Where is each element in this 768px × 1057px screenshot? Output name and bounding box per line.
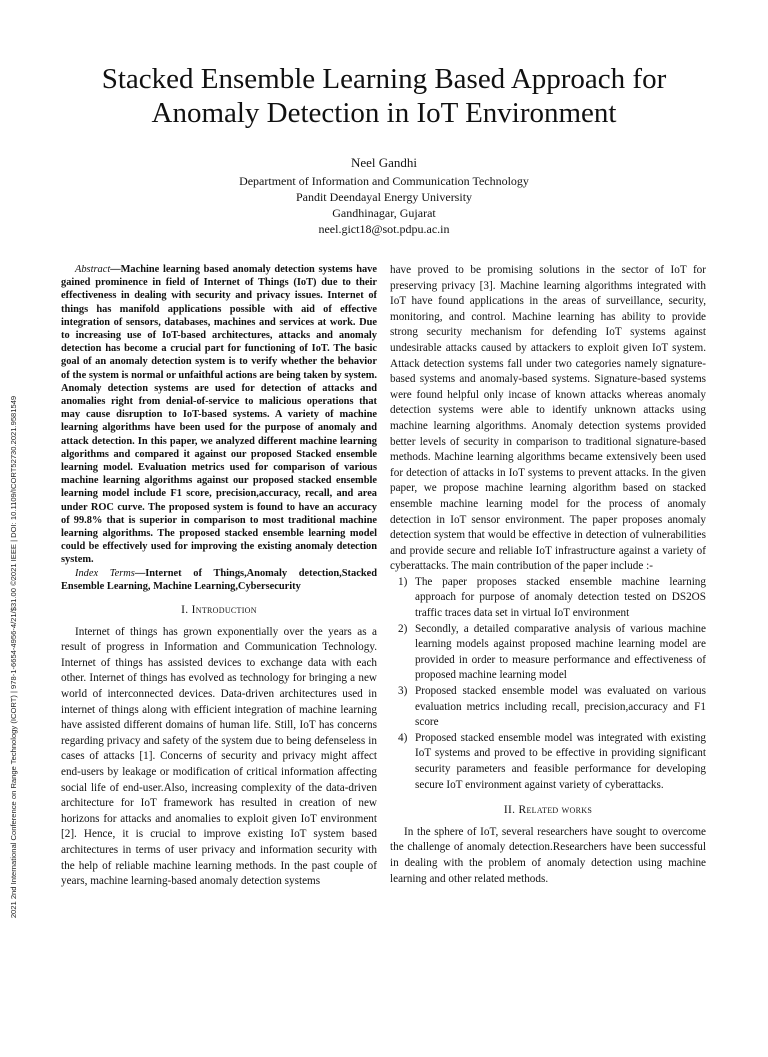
author-location: Gandhinagar, Gujarat (332, 206, 436, 220)
list-item-text: Proposed stacked ensemble model was integrated with existing IoT systems and proved to be effective in providing significant security parameters and feasible performance for developing secure IoT environment against variety of cyberattacks. (415, 731, 706, 791)
contribution-list (390, 575, 706, 793)
list-item (390, 575, 706, 622)
author-block (84, 155, 684, 237)
index-terms-label: Index Terms (75, 567, 135, 579)
abstract (61, 263, 377, 567)
section-heading-related-works: II. Related works (503, 804, 593, 817)
list-item (390, 622, 706, 684)
abstract-text: —Machine learning based anomaly detection systems have gained prominence in field of Internet of Things (IoT) due to their effectiveness in dealing with security and privacy issues. Internet of things has manifold applications possible with aid of effective integration of sensors, databases, machines and services at work. Due to increasing use of IoT-based architectures, attacks and anomaly detection has become a crucial part for functioning of IoT. The basic goal of an anomaly detection system is to verify whether the behavior of the system is normal or unfaithful actions are being taken by system. Anomaly detection systems are used for detection of attacks and anomalies right from denial-of-service to malicious operations that may cause disruption to IoT-based systems. A variety of machine learning algorithms have been used for the purpose of anomaly and attack detection. In this paper, we analyzed different machine learning algorithms and compared it against our proposed Stacked ensemble learning model. Evaluation metrics used for comparison of various machine learning algorithms against our proposed stacked ensemble learning model include F1 score, precision,accuracy, recall, and area under ROC curve. The proposed system is found to have an accuracy of 99.8% that is superior in comparison to most traditional machine learning algorithms. The proposed stacked ensemble learning model could be effectively used for improving the existing anomaly detection system. (61, 264, 377, 566)
doi-sidebar: 2021 2nd International Conference on Range Technology (ICORT) | 978-1-6654-4956-4/21/$31.00 ©2021 IEEE | DOI: 10.1109/ICORT52730.2021.9581549 (9, 395, 18, 919)
right-column (390, 263, 706, 887)
abstract-label: Abstract (75, 264, 111, 275)
list-item (390, 731, 706, 793)
list-item-text: The paper proposes stacked ensemble machine learning approach for purpose of anomaly detection tested on DS2OS traffic traces data set in virtual IoT environment (415, 575, 706, 620)
intro-paragraph-continued: have proved to be promising solutions in the sector of IoT for preserving privacy [3]. Machine learning algorithms integrated with IoT have found applications in the areas of surveillance, security, monitoring, and control. Machine learning has ability to provide strong security mechanism for defending IoT systems against undesirable attacks caused by attackers to exploit given IoT system. Attack detection systems fall under two categories namely signature-based systems and anomaly-based systems. Signature-based systems were found helpful only incase of known attacks whereas anomaly detection systems were able to identify unknown attacks using machine learning algorithms. Anomaly detection systems provided better levels of security in comparison to traditional signature-based methods. Machine learning algorithms became extensively been used for detection of attacks in IoT systems to prevent attacks. In the given paper, we propose machine learning algorithm based on stacked ensemble machine learning model for the process of anomaly detection in IoT sensor environment. The paper proposes anomaly detection system that would be effective in detection of vulnerabilities and provide secure and reliable IoT infrastructure against a variety of cyberattacks. The main contribution of the paper include :- (390, 264, 706, 573)
author-name: Neel Gandhi (350, 155, 418, 170)
list-item-text: Proposed stacked ensemble model was evaluated on various evaluation metrics including recall, precision,accuracy and F1 score (415, 685, 706, 729)
list-item-text: Secondly, a detailed comparative analysis of various machine learning models against proposed machine learning model are provided in order to measure performance and effectiveness of proposed machine learning model (415, 622, 706, 682)
author-email: neel.gict18@sot.pdpu.ac.in (318, 222, 450, 236)
left-column (61, 263, 377, 890)
list-item-number: 1) (398, 575, 408, 588)
list-item-number: 2) (398, 622, 408, 635)
paper-title: Stacked Ensemble Learning Based Approach for Anomaly Detection in IoT Environment (101, 63, 667, 129)
author-university: Pandit Deendayal Energy University (295, 190, 473, 204)
list-item-number: 4) (398, 731, 408, 744)
author-department: Department of Information and Communication Technology (239, 174, 529, 188)
intro-paragraph: Internet of things has grown exponentially over the years as a result of progress in Information and Communication Technology. Internet of things has assisted devices to exchange data with each other. Internet of things has evolved as technology for bringing a new world of interconnected devices. Data-driven architectures used in internet of things along with efficient integration of machine learning have assisted different domains of human life. Still, IoT has concerns regarding privacy and safety of the system due to being defenseless in cases of attacks [1]. Concerns of security and privacy might affect end-users by leakage or modification of critical information affecting social life of end-user.Also, increasing complexity of the data-driven architecture for IoT framework has resulted in creation of new horizons for attacks and anomalies to exploit given IoT environment [2]. Hence, it is crucial to improve existing IoT system based architectures in terms of user privacy and information security with the help of reliable machine learning methods. In the past couple of years, machine learning-based anomaly detection systems (61, 625, 377, 888)
section-heading-introduction: I. Introduction (181, 604, 257, 617)
index-terms-text: —Internet of Things,Anomaly detection,Stacked Ensemble Learning, Machine Learning,Cybersecurity (61, 567, 377, 592)
index-terms (61, 567, 377, 593)
related-works-paragraph: In the sphere of IoT, several researchers have sought to overcome the challenge of anomaly detection.Researchers have been successful in dealing with the problem of anomaly detection using machine learning and other related methods. (390, 825, 706, 885)
list-item (390, 684, 706, 731)
list-item-number: 3) (398, 685, 408, 698)
